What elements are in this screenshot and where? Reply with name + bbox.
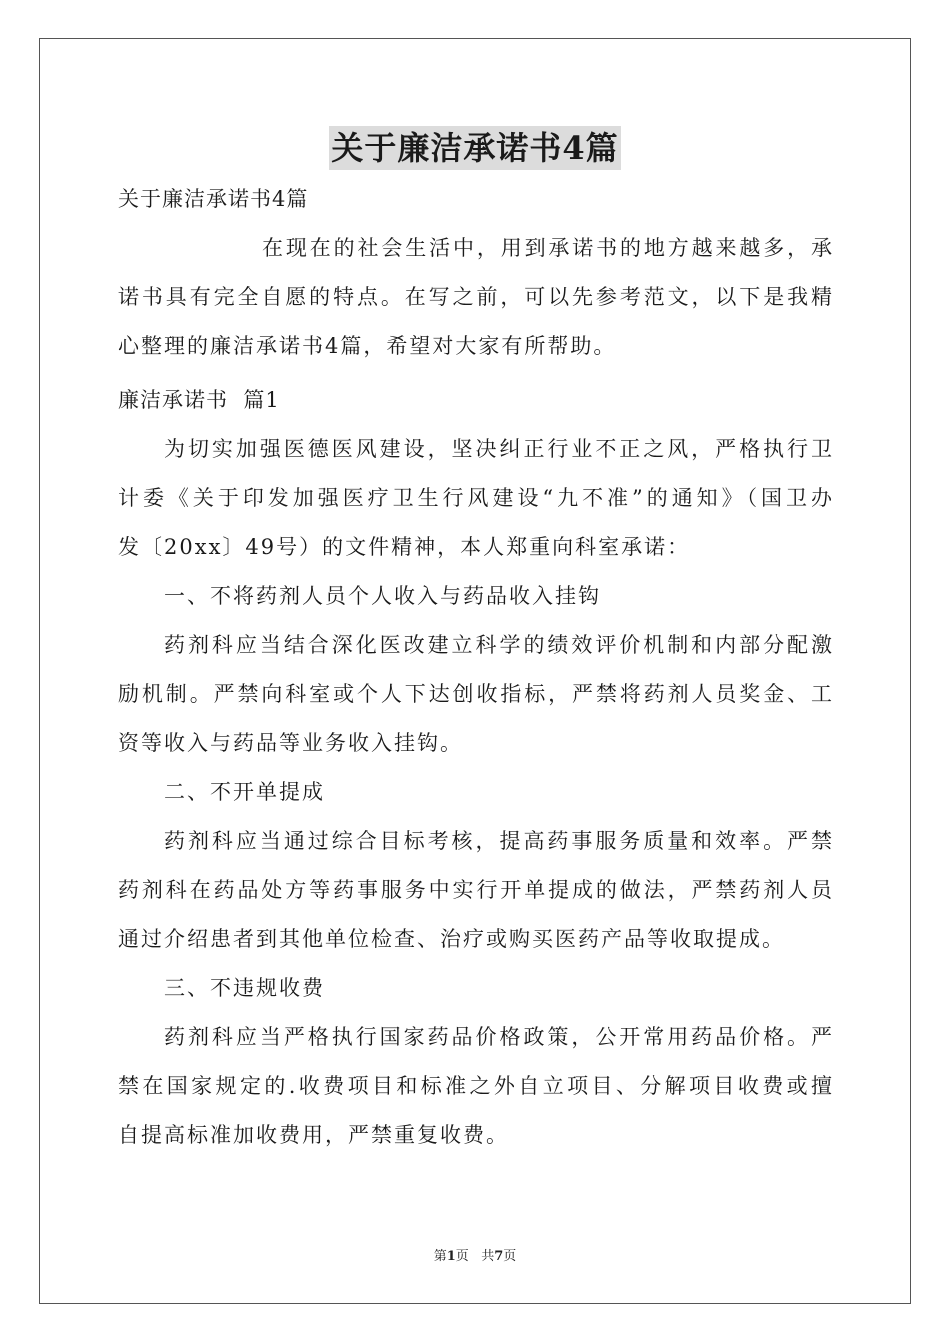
text-line: 通过介绍患者到其他单位检查、治疗或购买医药产品等收取提成。 [118,927,785,951]
page-footer [0,1245,950,1264]
document-subtitle: 关于廉洁承诺书4篇 [118,187,309,211]
text-line: 三、不违规收费 [164,976,325,1000]
text-line: 禁在国家规定的.收费项目和标准之外自立项目、分解项目收费或擅 [118,1074,834,1098]
paragraph-1 [118,425,834,572]
intro-paragraph [118,224,834,371]
item-3-heading [118,964,834,1013]
page-number: 1 [446,1249,456,1264]
text-line: 药剂科应当通过综合目标考核，提高药事服务质量和效率。严禁 [164,829,834,853]
item-1-heading [118,572,834,621]
page-suffix: 页 [455,1249,469,1264]
text-line: 心整理的廉洁承诺书4篇，希望对大家有所帮助。 [118,334,617,358]
text-line: 二、不开单提成 [164,780,325,804]
text-line: 在现在的社会生活中，用到承诺书的地方越来越多，承 [262,236,834,260]
document-title: 关于廉洁承诺书4篇 [329,126,620,170]
item-3-paragraph [118,1013,834,1160]
title-container [0,126,950,170]
text-line: 励机制。严禁向科室或个人下达创收指标，严禁将药剂人员奖金、工 [118,682,834,706]
text-line: 药剂科在药品处方等药事服务中实行开单提成的做法，严禁药剂人员 [118,878,834,902]
total-prefix: 共 [481,1249,495,1264]
document-body [118,180,834,1160]
text-line: 药剂科应当结合深化医改建立科学的绩效评价机制和内部分配激 [164,633,834,657]
text-line: 药剂科应当严格执行国家药品价格政策，公开常用药品价格。严 [164,1025,834,1049]
text-line: 一、不将药剂人员个人收入与药品收入挂钩 [164,584,601,608]
total-suffix: 页 [503,1249,517,1264]
text-line: 发〔20xx〕49号）的文件精神，本人郑重向科室承诺： [118,535,691,559]
item-2-paragraph [118,817,834,964]
section-heading: 廉洁承诺书 篇1 [118,388,280,412]
text-line: 资等收入与药品等业务收入挂钩。 [118,731,463,755]
text-line: 为切实加强医德医风建设，坚决纠正行业不正之风，严格执行卫 [164,437,834,461]
text-line: 计委《关于印发加强医疗卫生行风建设“九不准”的通知》（国卫办 [118,486,834,510]
page-prefix: 第 [433,1249,447,1264]
item-2-heading [118,768,834,817]
item-1-paragraph [118,621,834,768]
text-line: 自提高标准加收费用，严禁重复收费。 [118,1123,509,1147]
total-pages: 7 [494,1249,504,1264]
text-line: 诺书具有完全自愿的特点。在写之前，可以先参考范文，以下是我精 [118,285,834,309]
